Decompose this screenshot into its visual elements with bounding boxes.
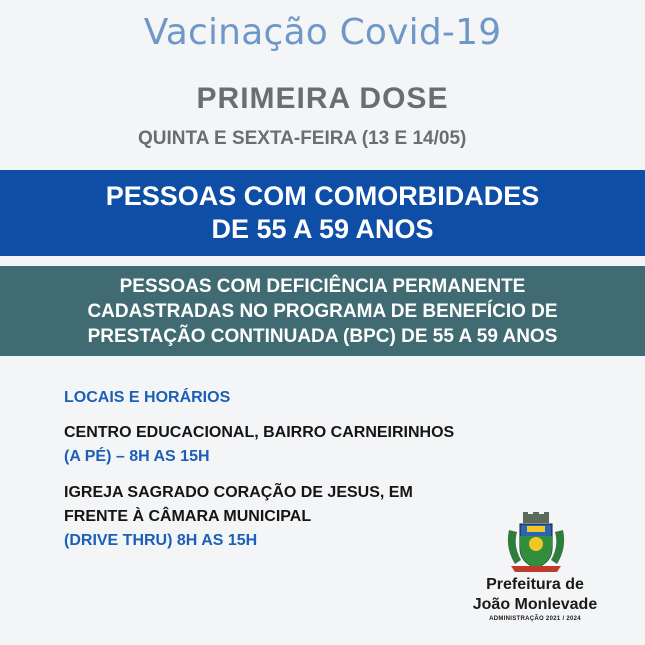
location-schedule: (DRIVE THRU) 8H AS 15H bbox=[64, 532, 258, 549]
dates-subheading: QUINTA E SEXTA-FEIRA (13 E 14/05) bbox=[138, 128, 467, 149]
dose-heading: PRIMEIRA DOSE bbox=[196, 82, 449, 115]
disability-line-1: PESSOAS COM DEFICIÊNCIA PERMANENTE bbox=[119, 275, 526, 297]
location-item bbox=[64, 481, 413, 553]
location-name: IGREJA SAGRADO CORAÇÃO DE JESUS, EM bbox=[64, 484, 413, 501]
city-hall-logo bbox=[460, 512, 610, 632]
location-name: CENTRO EDUCACIONAL, BAIRRO CARNEIRINHOS bbox=[64, 424, 455, 441]
disability-line-2: CADASTRADAS NO PROGRAMA DE BENEFÍCIO DE bbox=[87, 300, 558, 322]
disability-banner bbox=[0, 266, 645, 356]
logo-text-line-1: Prefeitura de bbox=[486, 576, 584, 593]
logo-text-line-2: João Monlevade bbox=[472, 596, 598, 613]
comorbidities-banner bbox=[0, 170, 645, 256]
locations-heading: LOCAIS E HORÁRIOS bbox=[64, 389, 231, 406]
location-schedule: (A PÉ) – 8H AS 15H bbox=[64, 448, 210, 465]
page-title: Vacinação Covid-19 bbox=[143, 12, 502, 53]
logo-administration-text: ADMINISTRAÇÃO 2021 / 2024 bbox=[489, 616, 581, 622]
disability-line-3: PRESTAÇÃO CONTINUADA (BPC) DE 55 A 59 ANOS bbox=[87, 325, 558, 347]
comorbidities-line-2: DE 55 A 59 ANOS bbox=[211, 214, 434, 244]
coat-of-arms-icon bbox=[503, 512, 569, 574]
location-name-continued: FRENTE À CÂMARA MUNICIPAL bbox=[64, 508, 312, 525]
location-item bbox=[64, 421, 454, 469]
comorbidities-line-1: PESSOAS COM COMORBIDADES bbox=[105, 181, 540, 211]
